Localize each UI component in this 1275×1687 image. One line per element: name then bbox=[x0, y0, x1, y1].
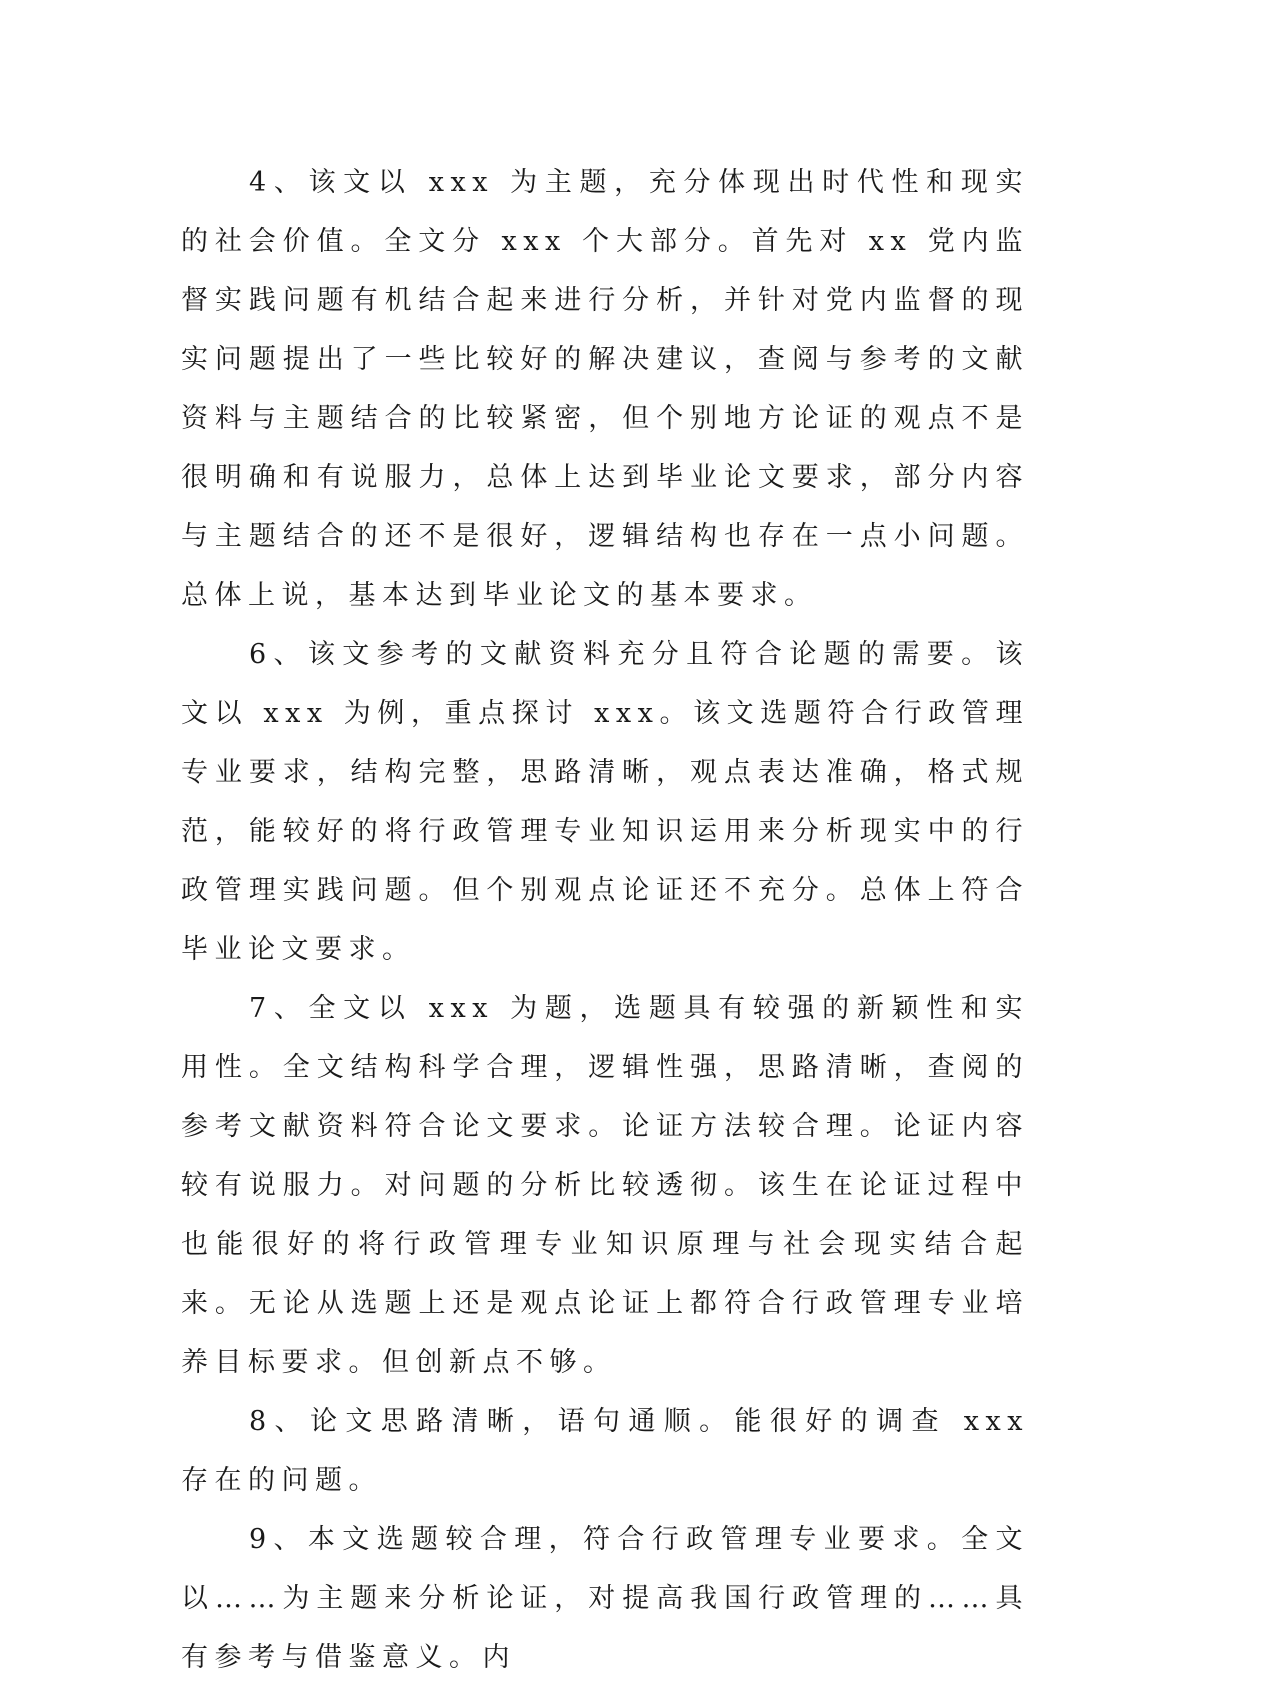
paragraph-4: 4、该文以 xxx 为主题，充分体现出时代性和现实的社会价值。全文分 xxx 个大部分。首先对 xx 党内监督实践问题有机结合起来进行分析，并针对党内监督的现实问题提出了一些比较好的解决建议，查阅与参考的文献资料与主题结合的比较紧密，但个别地方论证的观点不是很明确和有说服力，总体上达到毕业论文要求，部分内容与主题结合的还不是很好，逻辑结构也存在一点小问题。总体上说，基本达到毕业论文的基本要求。 bbox=[181, 167, 1029, 611]
paragraph-9: 9、本文选题较合理，符合行政管理专业要求。全文以……为主题来分析论证，对提高我国行政管理的……具有参考与借鉴意义。内 bbox=[181, 1524, 1029, 1673]
paragraph-7: 7、全文以 xxx 为题，选题具有较强的新颖性和实用性。全文结构科学合理，逻辑性强，思路清晰，查阅的参考文献资料符合论文要求。论证方法较合理。论证内容较有说服力。对问题的分析比较透彻。该生在论证过程中也能很好的将行政管理专业知识原理与社会现实结合起来。无论从选题上还是观点论证上都符合行政管理专业培养目标要求。但创新点不够。 bbox=[181, 993, 1029, 1378]
paragraph-6: 6、该文参考的文献资料充分且符合论题的需要。该文以 xxx 为例，重点探讨 xxx。该文选题符合行政管理专业要求，结构完整，思路清晰，观点表达准确，格式规范，能较好的将行政管理专业知识运用来分析现实中的行政管理实践问题。但个别观点论证还不充分。总体上符合毕业论文要求。 bbox=[181, 639, 1029, 965]
document-body bbox=[181, 153, 1029, 1687]
paragraph-8: 8、论文思路清晰，语句通顺。能很好的调查 xxx 存在的问题。 bbox=[181, 1406, 1029, 1496]
